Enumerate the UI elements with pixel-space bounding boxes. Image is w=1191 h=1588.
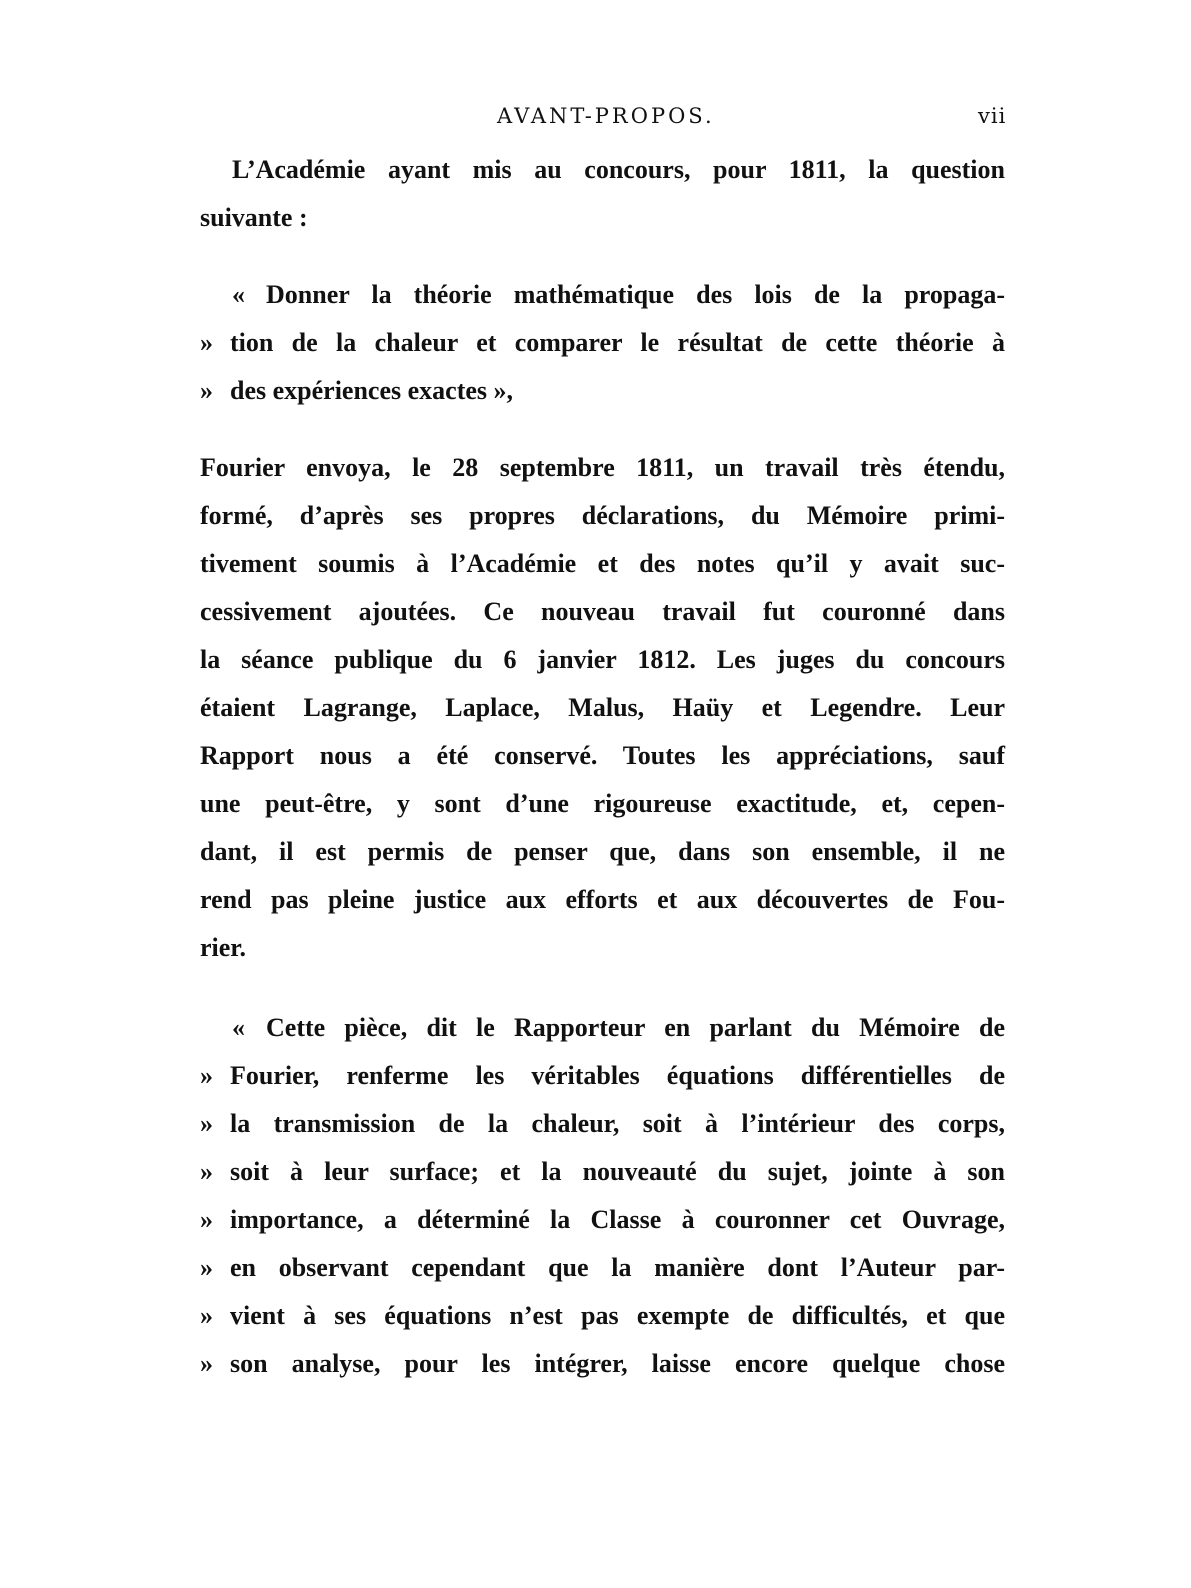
quote-mark: » (200, 1205, 213, 1234)
quote-mark: » (200, 1301, 213, 1330)
line-text: son analyse, pour les intégrer, laisse encore quelque chose (230, 1349, 1005, 1378)
header-title: AVANT-PROPOS. (497, 104, 715, 128)
text-line (200, 1155, 1005, 1189)
text-line (200, 1107, 1005, 1141)
quote-mark: « (232, 280, 245, 309)
text-line: rend pas pleine justice aux efforts et aux découvertes de Fou- (200, 885, 1005, 914)
line-text: tion de la chaleur et comparer le résultat de cette théorie à (230, 328, 1005, 357)
text-line (200, 1347, 1005, 1381)
quote-mark: » (200, 376, 213, 405)
line-text: importance, a déterminé la Classe à couronner cet Ouvrage, (230, 1205, 1005, 1234)
text-line: étaient Lagrange, Laplace, Malus, Haüy et Legendre. Leur (200, 693, 1005, 722)
text-line (200, 374, 1005, 408)
text-line: formé, d’après ses propres déclarations, du Mémoire primi- (200, 501, 1005, 530)
quote-mark: » (200, 1349, 213, 1378)
text-line: rier. (200, 933, 246, 962)
text-line (200, 1251, 1005, 1285)
page-number: vii (978, 104, 1007, 128)
text-line: tivement soumis à l’Académie et des notes qu’il y avait suc- (200, 549, 1005, 578)
quote-mark: » (200, 328, 213, 357)
text-line: une peut-être, y sont d’une rigoureuse exactitude, et, cepen- (200, 789, 1005, 818)
text-line (200, 1203, 1005, 1237)
text-line (200, 1011, 1005, 1045)
quote-mark: » (200, 1253, 213, 1282)
text-line (200, 1059, 1005, 1093)
line-text: soit à leur surface; et la nouveauté du sujet, jointe à son (230, 1157, 1005, 1186)
text-line: Fourier envoya, le 28 septembre 1811, un travail très étendu, (200, 453, 1005, 482)
quote-mark: » (200, 1061, 213, 1090)
quote-mark: « (232, 1013, 245, 1042)
text-line: dant, il est permis de penser que, dans son ensemble, il ne (200, 837, 1005, 866)
line-text: en observant cependant que la manière dont l’Auteur par- (230, 1253, 1005, 1282)
line-text: vient à ses équations n’est pas exempte de difficultés, et que (230, 1301, 1005, 1330)
quote-mark: » (200, 1109, 213, 1138)
line-text: Donner la théorie mathématique des lois de la propaga- (266, 280, 1005, 309)
text-line: L’Académie ayant mis au concours, pour 1811, la question (232, 155, 1005, 184)
text-line (200, 1299, 1005, 1333)
line-text: Fourier, renferme les véritables équations différentielles de (230, 1061, 1005, 1090)
text-line (200, 326, 1005, 360)
line-text: la transmission de la chaleur, soit à l’intérieur des corps, (230, 1109, 1005, 1138)
text-line: Rapport nous a été conservé. Toutes les appréciations, sauf (200, 741, 1005, 770)
text-line: la séance publique du 6 janvier 1812. Les juges du concours (200, 645, 1005, 674)
quote-mark: » (200, 1157, 213, 1186)
text-line: cessivement ajoutées. Ce nouveau travail fut couronné dans (200, 597, 1005, 626)
text-line (200, 278, 1005, 312)
text-line: suivante : (200, 203, 308, 232)
line-text: des expériences exactes », (230, 376, 514, 405)
line-text: Cette pièce, dit le Rapporteur en parlant du Mémoire de (266, 1013, 1005, 1042)
